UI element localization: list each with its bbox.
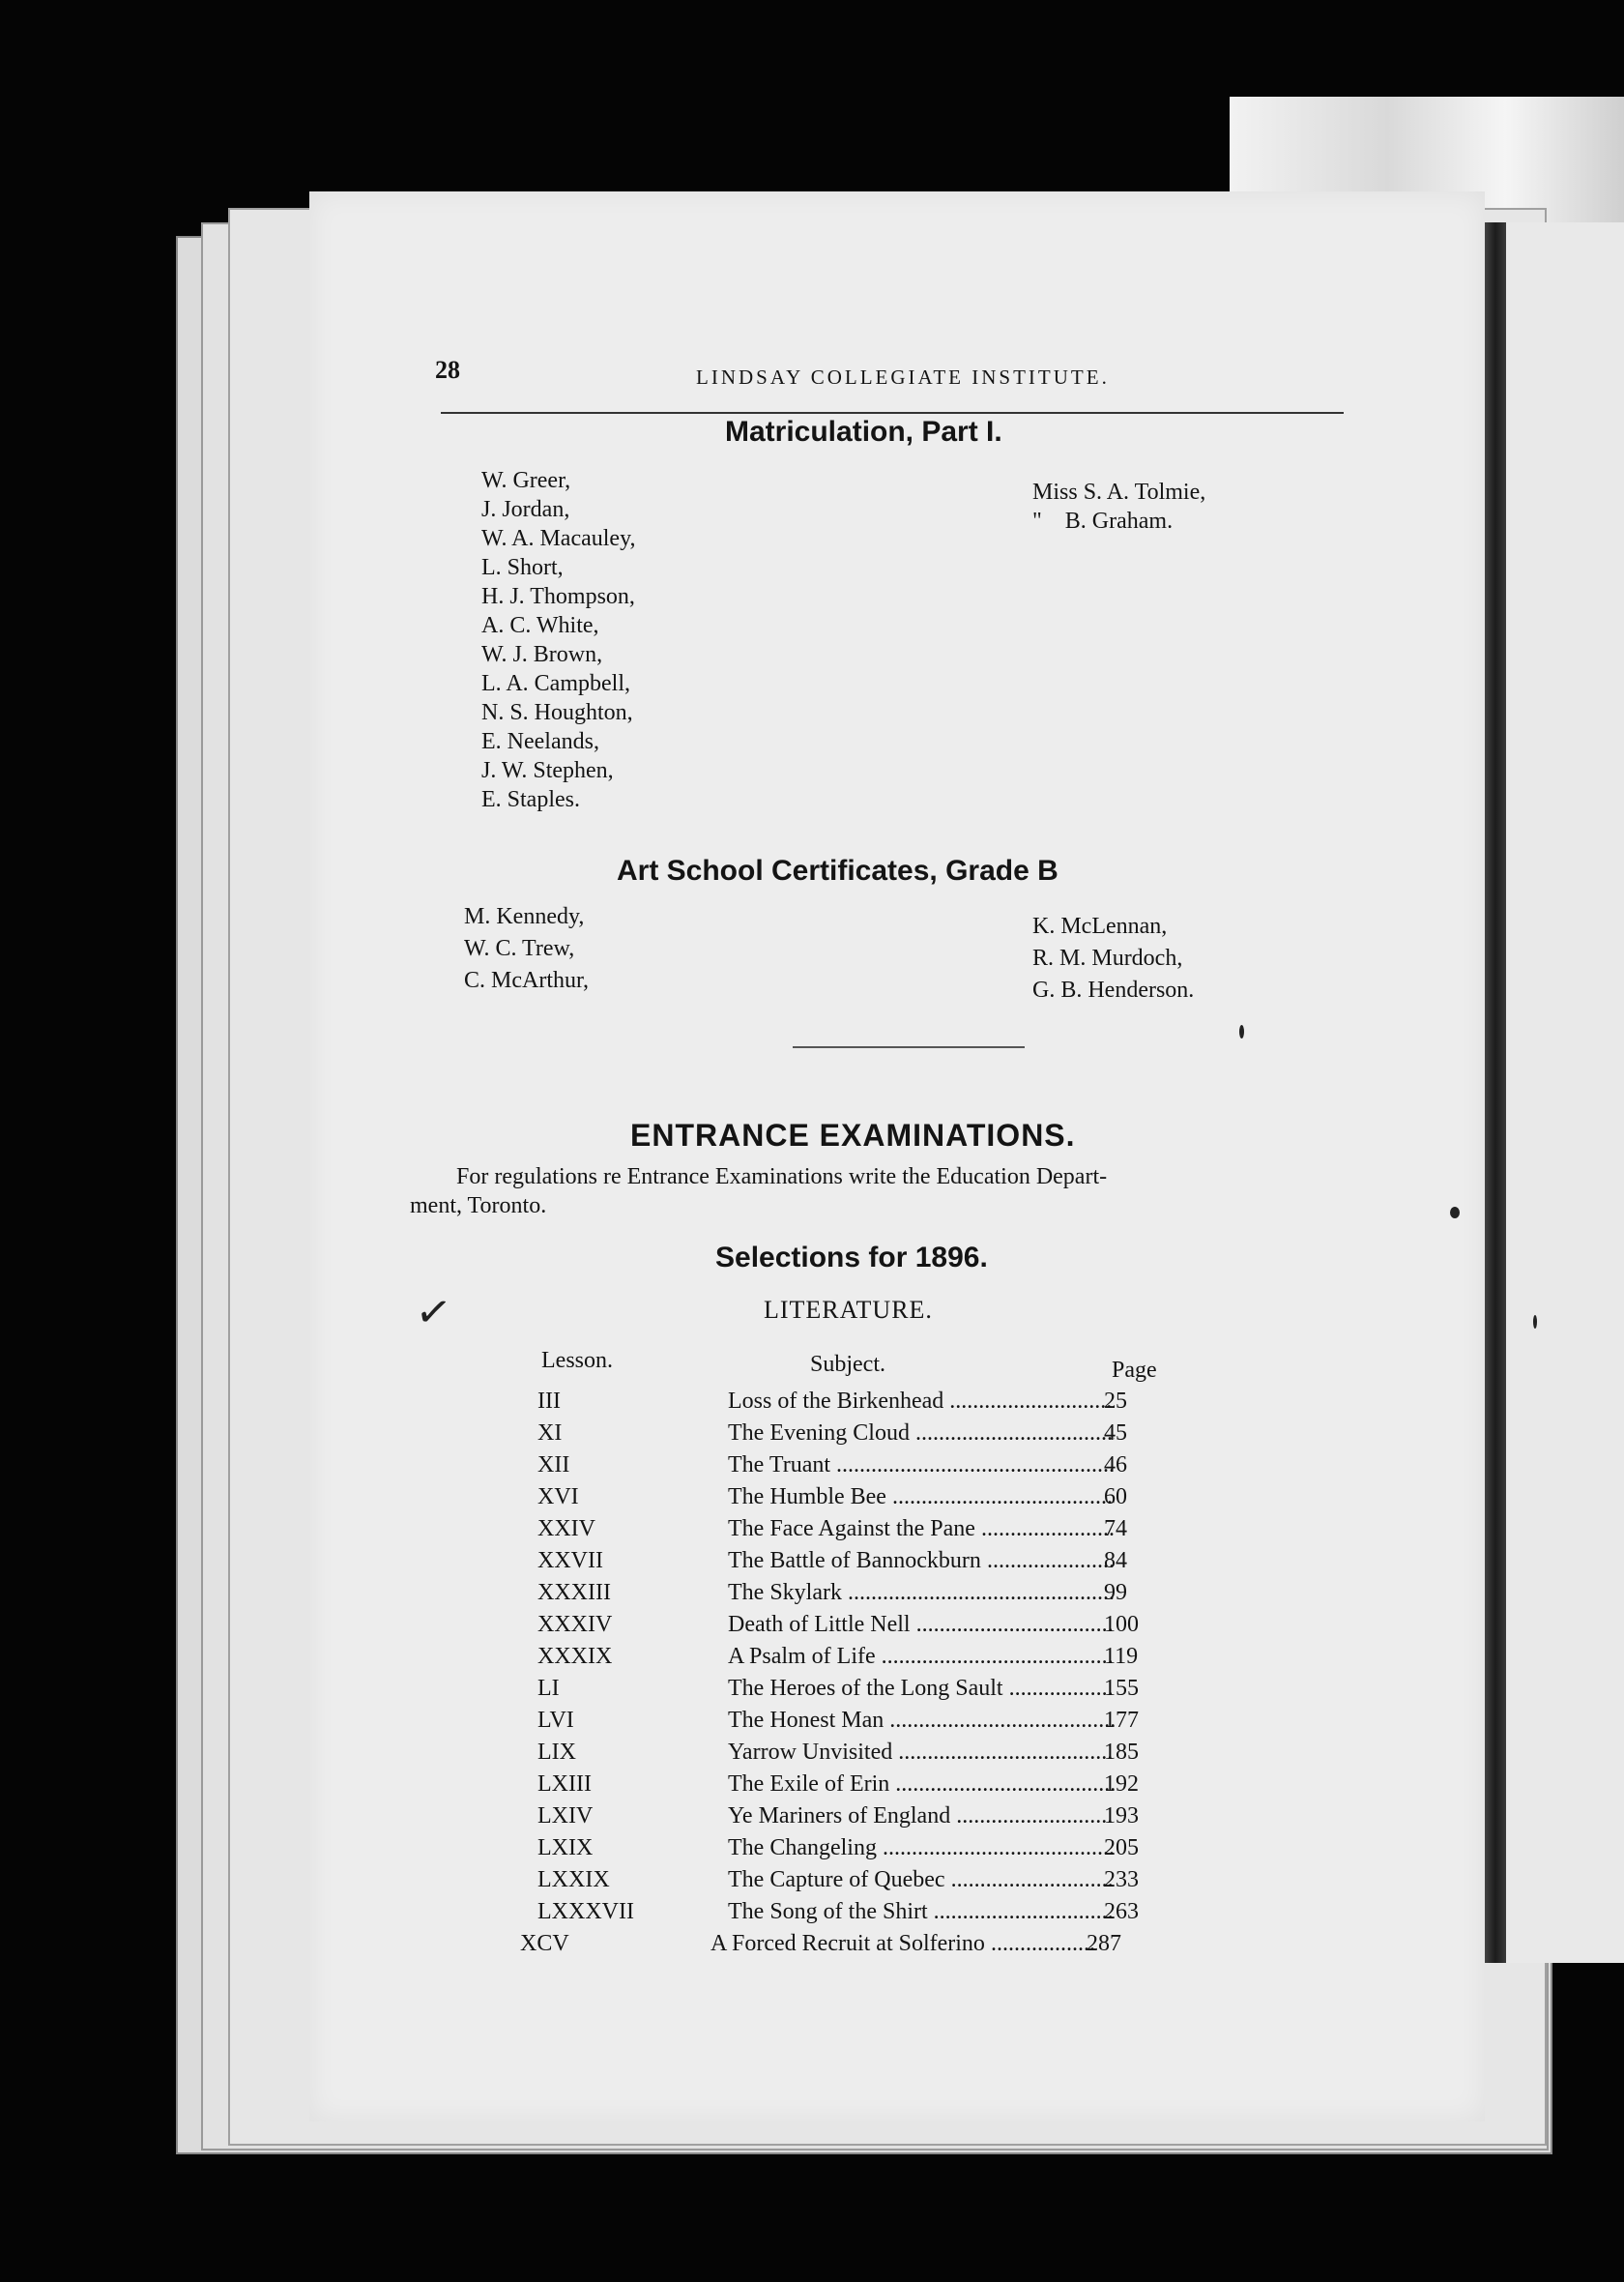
list-item: W. A. Macauley, — [481, 526, 636, 551]
lesson-number: XCV — [520, 1931, 569, 1956]
lesson-number: LXXXVII — [537, 1899, 634, 1924]
lesson-page: 60 — [1104, 1484, 1127, 1509]
list-item: A. C. White, — [481, 613, 599, 638]
list-item: L. Short, — [481, 555, 564, 580]
lesson-page: 100 — [1104, 1612, 1139, 1637]
ink-speck — [1450, 1207, 1460, 1218]
lesson-number: LXIV — [537, 1803, 594, 1829]
art-school-right-list — [1032, 911, 1194, 1007]
section-divider — [793, 1046, 1025, 1048]
ink-speck — [1239, 1025, 1244, 1039]
list-item: J. W. Stephen, — [481, 758, 614, 783]
list-item: E. Neelands, — [481, 729, 599, 754]
lesson-page: 205 — [1104, 1835, 1139, 1860]
entrance-paragraph-line-2: ment, Toronto. — [410, 1193, 547, 1218]
lesson-page: 45 — [1104, 1420, 1127, 1446]
entrance-heading: ENTRANCE EXAMINATIONS. — [630, 1118, 1076, 1153]
lesson-page: 233 — [1104, 1867, 1139, 1892]
selections-heading: Selections for 1896. — [715, 1242, 988, 1273]
art-school-left-list — [464, 901, 589, 997]
matriculation-right-list — [1032, 478, 1205, 536]
lesson-page: 155 — [1104, 1676, 1139, 1701]
lesson-subject: The Honest Man ..... — [728, 1708, 1115, 1734]
lesson-subject: Death of Little Nell ..... — [728, 1612, 1115, 1638]
document-page — [309, 191, 1485, 2121]
column-header-lesson: Lesson. — [541, 1348, 613, 1373]
lesson-subject: Loss of the Birkenhead ..... — [728, 1389, 1115, 1415]
column-header-page: Page — [1112, 1358, 1157, 1383]
lesson-subject: The Heroes of the Long Sault ..... — [728, 1676, 1115, 1702]
lesson-subject: The Capture of Quebec ..... — [728, 1867, 1115, 1893]
column-header-subject: Subject. — [810, 1352, 885, 1377]
matriculation-left-list — [481, 466, 636, 814]
list-item: G. B. Henderson. — [1032, 978, 1195, 1003]
lesson-page: 192 — [1104, 1771, 1139, 1797]
lesson-number: XI — [537, 1420, 563, 1446]
lesson-subject: The Battle of Bannockburn ..... — [728, 1548, 1115, 1574]
handwritten-checkmark: ✓ — [412, 1286, 455, 1339]
lesson-subject: The Truant ..... — [728, 1452, 1115, 1478]
lesson-subject: The Song of the Shirt ..... — [728, 1899, 1115, 1925]
header-rule — [441, 412, 1344, 414]
list-item: N. S. Houghton, — [481, 700, 633, 725]
lesson-page: 119 — [1104, 1644, 1139, 1669]
lesson-number: LVI — [537, 1708, 574, 1733]
lesson-subject: The Changeling ..... — [728, 1835, 1115, 1861]
list-item: K. McLennan, — [1032, 914, 1168, 939]
list-item: H. J. Thompson, — [481, 584, 635, 609]
list-item: L. A. Campbell, — [481, 671, 630, 696]
lesson-page: 287 — [1087, 1931, 1121, 1956]
lesson-number: XXXIX — [537, 1644, 613, 1669]
lesson-page: 263 — [1104, 1899, 1139, 1924]
lesson-subject: The Exile of Erin ..... — [728, 1771, 1115, 1798]
list-item: E. Staples. — [481, 787, 580, 812]
running-head-title: LINDSAY COLLEGIATE INSTITUTE. — [696, 366, 1110, 389]
list-item: C. McArthur, — [464, 968, 590, 993]
lesson-subject: Ye Mariners of England ..... — [728, 1803, 1115, 1829]
list-item: W. Greer, — [481, 468, 571, 493]
lesson-number: LXIII — [537, 1771, 592, 1797]
lesson-subject: Yarrow Unvisited ..... — [728, 1740, 1115, 1766]
lesson-number: LIX — [537, 1740, 576, 1765]
lesson-number: LI — [537, 1676, 560, 1701]
literature-heading: LITERATURE. — [764, 1296, 933, 1324]
entrance-paragraph-line-1: For regulations re Entrance Examinations write the Education Depart- — [456, 1164, 1108, 1189]
lesson-number: III — [537, 1389, 561, 1414]
list-item: Miss S. A. Tolmie, — [1032, 480, 1206, 505]
lesson-number: XII — [537, 1452, 570, 1477]
list-item: W. J. Brown, — [481, 642, 603, 667]
lesson-number: LXXIX — [537, 1867, 610, 1892]
lesson-page: 193 — [1104, 1803, 1139, 1829]
lesson-number: XVI — [537, 1484, 579, 1509]
facing-page-edge — [1496, 222, 1624, 1963]
lesson-number: XXIV — [537, 1516, 595, 1541]
lesson-subject: The Face Against the Pane ..... — [728, 1516, 1115, 1542]
lesson-number: XXXIII — [537, 1580, 611, 1605]
lesson-page: 46 — [1104, 1452, 1127, 1477]
lesson-number: XXVII — [537, 1548, 603, 1573]
art-school-heading: Art School Certificates, Grade B — [617, 855, 1058, 887]
ink-speck — [1533, 1315, 1537, 1329]
list-item: " B. Graham. — [1032, 509, 1174, 534]
list-item: W. C. Trew, — [464, 936, 575, 961]
list-item: M. Kennedy, — [464, 904, 585, 929]
lesson-subject: The Evening Cloud ..... — [728, 1420, 1115, 1447]
lesson-subject: The Humble Bee ..... — [728, 1484, 1115, 1510]
list-item: R. M. Murdoch, — [1032, 946, 1183, 971]
lesson-page: 84 — [1104, 1548, 1127, 1573]
lesson-subject: The Skylark ..... — [728, 1580, 1115, 1606]
lesson-page: 99 — [1104, 1580, 1127, 1605]
lesson-page: 25 — [1104, 1389, 1127, 1414]
lesson-page: 74 — [1104, 1516, 1127, 1541]
lesson-page: 177 — [1104, 1708, 1139, 1733]
lesson-subject: A Forced Recruit at Solferino ..... — [710, 1931, 1097, 1957]
list-item: J. Jordan, — [481, 497, 570, 522]
lesson-subject: A Psalm of Life ..... — [728, 1644, 1115, 1670]
matriculation-heading: Matriculation, Part I. — [725, 416, 1002, 448]
lesson-number: LXIX — [537, 1835, 594, 1860]
lesson-page: 185 — [1104, 1740, 1139, 1765]
lesson-number: XXXIV — [537, 1612, 613, 1637]
page-number: 28 — [435, 356, 460, 384]
